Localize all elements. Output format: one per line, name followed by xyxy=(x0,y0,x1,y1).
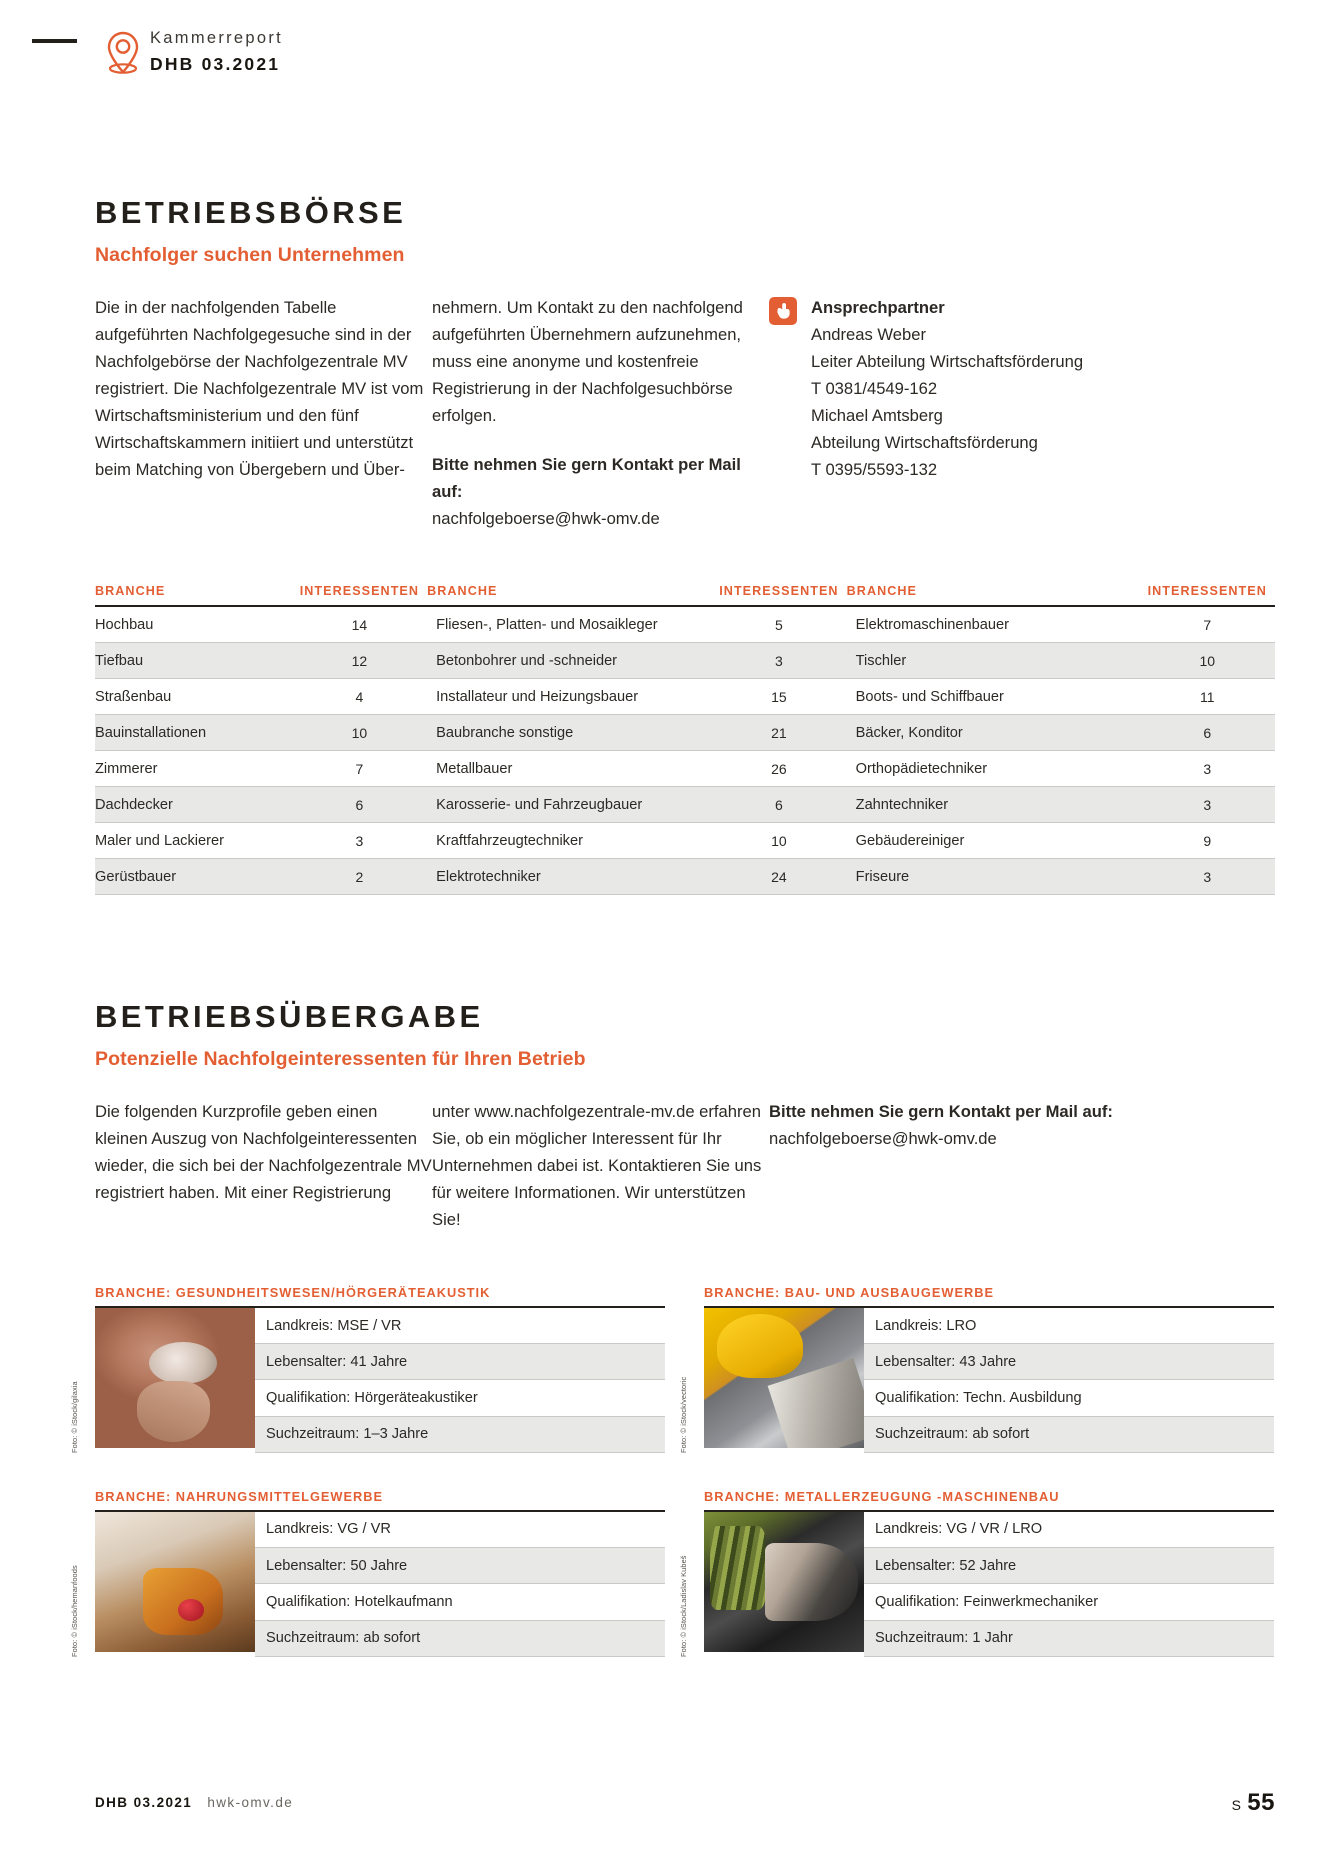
col-header-branche-2: BRANCHE xyxy=(427,584,711,606)
page-prefix: S xyxy=(1231,1797,1243,1813)
cell-interessenten: 6 xyxy=(1139,715,1275,751)
intro-columns xyxy=(95,294,1275,532)
card-row-lebensalter: Lebensalter: 50 Jahre xyxy=(255,1548,665,1584)
cell-interessenten: 9 xyxy=(1139,823,1275,859)
cell-interessenten: 3 xyxy=(1139,751,1275,787)
contact-label: Ansprechpartner xyxy=(811,298,945,318)
card-branche-heading: BRANCHE: NAHRUNGSMITTELGEWERBE xyxy=(95,1488,384,1504)
table-row xyxy=(95,751,1275,787)
photo-credit: Foto: © iStock/hemanfoods xyxy=(70,1565,79,1657)
cell-branche: Zimmerer xyxy=(95,751,292,787)
cell-branche: Boots- und Schiffbauer xyxy=(847,679,1140,715)
footer-left xyxy=(95,1795,293,1810)
contact-mail-address[interactable]: nachfolgeboerse@hwk-omv.de xyxy=(432,509,660,529)
cell-branche: Straßenbau xyxy=(95,679,292,715)
page-number: 55 xyxy=(1247,1789,1275,1816)
photo-credit: Foto: © iStock/Ladislav Kubeš xyxy=(679,1555,688,1657)
cell-branche: Tischler xyxy=(847,643,1140,679)
card-row-qualifikation: Qualifikation: Hörgeräteakustiker xyxy=(255,1380,665,1416)
header-kicker: Kammerreport xyxy=(150,29,284,47)
cell-interessenten: 2 xyxy=(292,859,427,895)
cell-branche: Tiefbau xyxy=(95,643,292,679)
cell-branche: Kraftfahrzeugtechniker xyxy=(427,823,711,859)
cell-interessenten: 3 xyxy=(711,643,846,679)
col-header-interessenten-2: INTERESSENTEN xyxy=(711,584,846,606)
card-body xyxy=(679,1306,1274,1453)
cell-branche: Metallbauer xyxy=(427,751,711,787)
cell-interessenten: 10 xyxy=(292,715,427,751)
table-row xyxy=(95,679,1275,715)
cell-branche: Bäcker, Konditor xyxy=(847,715,1140,751)
cell-interessenten: 10 xyxy=(711,823,846,859)
cell-branche: Friseure xyxy=(847,859,1140,895)
ear-hearing-aid-photo xyxy=(95,1308,255,1448)
photo-credit: Foto: © iStock/vectoric xyxy=(679,1376,688,1453)
section2-column-c xyxy=(769,1098,1169,1233)
cell-branche: Dachdecker xyxy=(95,787,292,823)
col-header-branche-3: BRANCHE xyxy=(847,584,1140,606)
section-subtitle: Nachfolger suchen Unternehmen xyxy=(95,244,405,267)
header-text-block xyxy=(150,26,283,75)
contact-line-2: T 0381/4549-162 xyxy=(811,379,938,399)
dessert-plating-photo xyxy=(95,1512,255,1652)
contact-mail-lead: Bitte nehmen Sie gern Kontakt per Mail auf: xyxy=(432,455,741,502)
cell-branche: Zahntechniker xyxy=(847,787,1140,823)
intro-column-a: Die in der nachfolgenden Tabelle aufgeführten Nachfolgegesuche sind in der Nachfolgebörse der Nachfolgezentrale MV registriert. Die Nachfolgezentrale MV ist vom Wirtschaftsministerium und den fünf Wirtschaftskammern initiiert und unterstützt beim Matching von Übergebern und Über- xyxy=(95,298,424,480)
card-row-suchzeitraum: Suchzeitraum: ab sofort xyxy=(864,1417,1274,1453)
card-row-landkreis: Landkreis: MSE / VR xyxy=(255,1308,665,1344)
hand-pointer-icon xyxy=(769,297,797,325)
card-row-qualifikation: Qualifikation: Hotelkaufmann xyxy=(255,1584,665,1620)
cell-interessenten: 5 xyxy=(711,606,846,643)
table-row xyxy=(95,606,1275,643)
cell-branche: Gebäudereiniger xyxy=(847,823,1140,859)
card-rows xyxy=(864,1308,1274,1453)
contact-line-1: Leiter Abteilung Wirtschaftsförderung xyxy=(811,352,1084,372)
intro-column-c xyxy=(769,294,1169,532)
table-body xyxy=(95,606,1275,895)
card-rows xyxy=(864,1512,1274,1657)
card-row-landkreis: Landkreis: VG / VR / LRO xyxy=(864,1512,1274,1548)
cell-interessenten: 7 xyxy=(1139,606,1275,643)
profile-card xyxy=(70,1488,665,1657)
card-body xyxy=(70,1306,665,1453)
section2-subtitle: Potenzielle Nachfolgeinteressenten für Ihren Betrieb xyxy=(95,1048,586,1071)
footer-url[interactable]: hwk-omv.de xyxy=(207,1795,294,1810)
table-row xyxy=(95,859,1275,895)
card-body xyxy=(70,1510,665,1657)
table-row xyxy=(95,643,1275,679)
branchen-table xyxy=(95,584,1275,895)
cell-interessenten: 21 xyxy=(711,715,846,751)
cell-branche: Orthopädietechniker xyxy=(847,751,1140,787)
header-issue: DHB 03.2021 xyxy=(150,53,281,74)
card-row-suchzeitraum: Suchzeitraum: 1 Jahr xyxy=(864,1621,1274,1657)
table-row xyxy=(95,787,1275,823)
section2-column-a: Die folgenden Kurzprofile geben einen kleinen Auszug von Nachfolgeinteressenten wieder, die sich bei der Nachfolgezentrale MV registriert haben. Mit einer Registrierung xyxy=(95,1102,432,1203)
cell-interessenten: 15 xyxy=(711,679,846,715)
cell-interessenten: 12 xyxy=(292,643,427,679)
table-header-row xyxy=(95,584,1275,606)
photo-credit: Foto: © iStock/gilaxia xyxy=(70,1381,79,1453)
col-header-interessenten-1: INTERESSENTEN xyxy=(292,584,427,606)
section2-column-b: unter www.nachfolgezentrale-mv.de erfahren Sie, ob ein möglicher Interessent für Ihr Unternehmen dabei ist. Kontaktieren Sie uns für weitere Informationen. Wir unterstützen Sie! xyxy=(432,1102,762,1230)
cell-interessenten: 14 xyxy=(292,606,427,643)
table-row xyxy=(95,823,1275,859)
section2-intro-columns xyxy=(95,1098,1275,1233)
card-row-suchzeitraum: Suchzeitraum: ab sofort xyxy=(255,1621,665,1657)
card-row-qualifikation: Qualifikation: Techn. Ausbildung xyxy=(864,1380,1274,1416)
cell-interessenten: 11 xyxy=(1139,679,1275,715)
table-row xyxy=(95,715,1275,751)
card-branche-heading: BRANCHE: GESUNDHEITSWESEN/HÖRGERÄTEAKUSTIK xyxy=(95,1285,491,1300)
contact-line-4: Abteilung Wirtschaftsförderung xyxy=(811,433,1038,453)
cell-branche: Installateur und Heizungsbauer xyxy=(427,679,711,715)
cell-branche: Elektromaschinenbauer xyxy=(847,606,1140,643)
profile-cards-grid xyxy=(70,1285,1275,1657)
intro-column-b xyxy=(432,294,769,532)
card-body xyxy=(679,1510,1274,1657)
card-row-lebensalter: Lebensalter: 41 Jahre xyxy=(255,1344,665,1380)
card-row-landkreis: Landkreis: LRO xyxy=(864,1308,1274,1344)
profile-card xyxy=(70,1285,665,1453)
contact-details xyxy=(811,294,1083,483)
col-header-branche-1: BRANCHE xyxy=(95,584,292,606)
intro-column-b-text: nehmern. Um Kontakt zu den nachfolgend aufgeführten Übernehmern aufzunehmen, muss eine anonyme und kostenfreie Registrierung in der Nachfolgesuchbörse erfolgen. xyxy=(432,298,743,426)
cell-branche: Gerüstbauer xyxy=(95,859,292,895)
section2-title: BETRIEBSÜBERGABE xyxy=(95,999,484,1034)
cell-branche: Fliesen-, Platten- und Mosaikleger xyxy=(427,606,711,643)
footer-right xyxy=(1232,1789,1275,1817)
cell-interessenten: 3 xyxy=(1139,859,1275,895)
cell-branche: Hochbau xyxy=(95,606,292,643)
cell-branche: Baubranche sonstige xyxy=(427,715,711,751)
cell-interessenten: 3 xyxy=(292,823,427,859)
contact-line-5: T 0395/5593-132 xyxy=(811,460,938,480)
card-row-landkreis: Landkreis: VG / VR xyxy=(255,1512,665,1548)
page-header xyxy=(0,26,1326,96)
cell-interessenten: 3 xyxy=(1139,787,1275,823)
cell-interessenten: 24 xyxy=(711,859,846,895)
cell-interessenten: 6 xyxy=(292,787,427,823)
footer-issue: DHB 03.2021 xyxy=(95,1795,193,1810)
col-header-interessenten-3: INTERESSENTEN xyxy=(1139,584,1275,606)
cell-interessenten: 26 xyxy=(711,751,846,787)
card-row-lebensalter: Lebensalter: 43 Jahre xyxy=(864,1344,1274,1380)
profile-card xyxy=(679,1285,1274,1453)
section2-mail-address[interactable]: nachfolgeboerse@hwk-omv.de xyxy=(769,1129,997,1149)
contact-line-0: Andreas Weber xyxy=(811,325,926,345)
cell-interessenten: 6 xyxy=(711,787,846,823)
card-branche-heading: BRANCHE: BAU- UND AUSBAUGEWERBE xyxy=(704,1285,995,1300)
metal-machining-photo xyxy=(704,1512,864,1652)
cell-branche: Betonbohrer und -schneider xyxy=(427,643,711,679)
card-row-suchzeitraum: Suchzeitraum: 1–3 Jahre xyxy=(255,1417,665,1453)
cell-branche: Karosserie- und Fahrzeugbauer xyxy=(427,787,711,823)
contact-line-3: Michael Amtsberg xyxy=(811,406,943,426)
cell-interessenten: 7 xyxy=(292,751,427,787)
page-footer xyxy=(0,1789,1326,1835)
table-header xyxy=(95,584,1275,606)
location-pin-icon xyxy=(104,30,142,76)
cell-branche: Bauinstallationen xyxy=(95,715,292,751)
cell-branche: Elektrotechniker xyxy=(427,859,711,895)
card-branche-heading: BRANCHE: METALLERZEUGUNG -MASCHINENBAU xyxy=(704,1488,1060,1504)
contact-block xyxy=(769,294,1169,483)
cell-interessenten: 4 xyxy=(292,679,427,715)
page-title: BETRIEBSBÖRSE xyxy=(95,195,407,230)
card-row-qualifikation: Qualifikation: Feinwerkmechaniker xyxy=(864,1584,1274,1620)
cell-branche: Maler und Lackierer xyxy=(95,823,292,859)
section-betriebsboerse xyxy=(95,196,1275,532)
card-rows xyxy=(255,1308,665,1453)
profile-card xyxy=(679,1488,1274,1657)
section2-mail-lead: Bitte nehmen Sie gern Kontakt per Mail auf: xyxy=(769,1102,1113,1122)
cell-interessenten: 10 xyxy=(1139,643,1275,679)
header-rule xyxy=(32,39,77,43)
card-row-lebensalter: Lebensalter: 52 Jahre xyxy=(864,1548,1274,1584)
section-betriebsuebergabe xyxy=(95,1000,1275,1233)
construction-worker-photo xyxy=(704,1308,864,1448)
card-rows xyxy=(255,1512,665,1657)
